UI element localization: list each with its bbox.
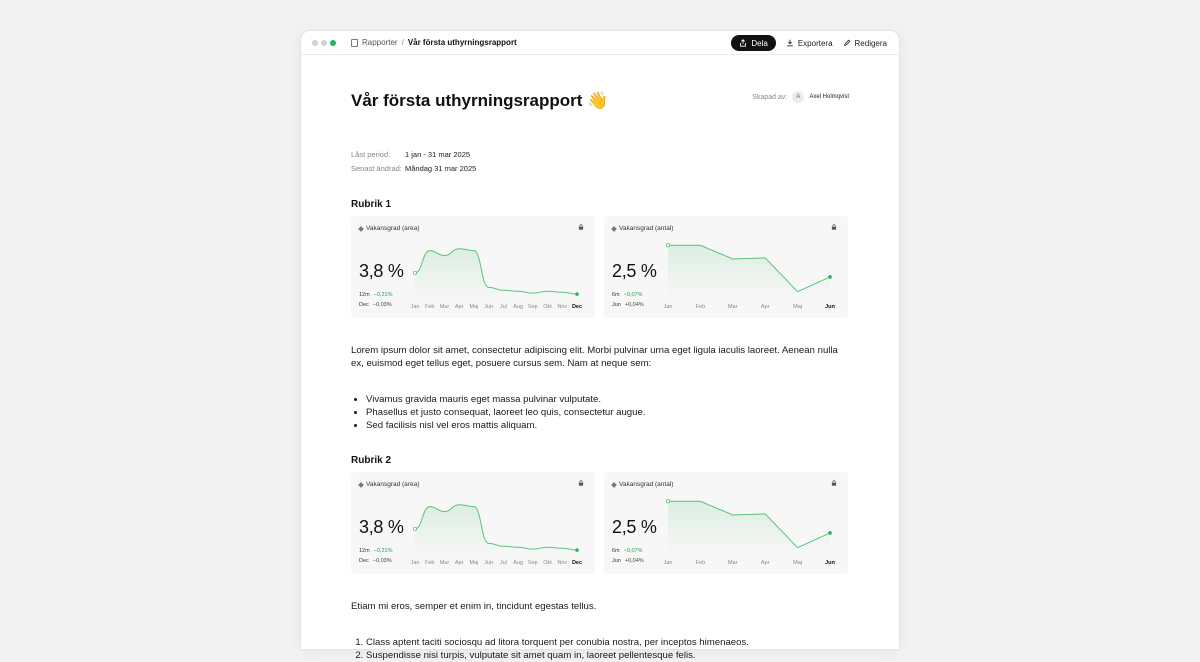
breadcrumb-separator: /	[401, 38, 404, 47]
download-icon	[786, 39, 794, 47]
card-title-text: Vakansgrad (area)	[366, 225, 420, 232]
kpi-delta: −0,21%	[373, 548, 393, 554]
kpi-value: 2,5 %	[612, 261, 657, 281]
x-tick-label: Jun	[825, 560, 835, 566]
bullet-list	[366, 393, 645, 432]
x-tick-label: Jan	[663, 304, 673, 310]
breadcrumb	[351, 38, 517, 47]
breadcrumb-root[interactable]: Rapporter	[362, 38, 398, 47]
diamond-icon	[358, 226, 364, 232]
edit-button[interactable]	[843, 35, 887, 51]
card-title	[612, 225, 673, 232]
kpi-change-short	[612, 292, 642, 298]
lock-icon	[831, 224, 837, 230]
paragraph: Etiam mi eros, semper et enim in, tincidunt egestas tellus.	[351, 601, 597, 612]
kpi-value: 3,8 %	[359, 261, 404, 281]
chart-card-area[interactable]	[351, 216, 595, 318]
numbered-list	[366, 636, 749, 662]
page-title: Vår första uthyrningsrapport 👋	[351, 91, 609, 110]
x-tick-label: Maj	[793, 304, 803, 310]
meta-row-modified	[351, 164, 476, 173]
x-tick-label: Dec	[571, 560, 583, 566]
x-tick-label: Mar	[728, 304, 738, 310]
meta-value: 1 jan - 31 mar 2025	[405, 150, 471, 159]
paragraph: Lorem ipsum dolor sit amet, consectetur adipiscing elit. Morbi pulvinar urna eget ligula iaculis laoreet. Aenean nulla ex, euismod eget tellus eget, posuere cursus sem. Nam at neque sem:	[351, 345, 838, 369]
kpi-change-short	[359, 548, 393, 554]
lock-icon	[578, 480, 584, 486]
chart-area-fill	[668, 245, 830, 298]
list-item: 2. Suspendisse nisi turpis, vulputate sit amet quam in, laoreet pellentesque felis.	[366, 649, 749, 662]
card-title-text: Vakansgrad (antal)	[619, 481, 674, 488]
chart-end-point	[828, 531, 832, 535]
export-label: Exportera	[797, 38, 833, 48]
x-tick-label: Jan	[410, 560, 420, 566]
pencil-icon	[843, 39, 851, 47]
x-tick-label: Jun	[484, 304, 494, 310]
window-dot-active[interactable]	[330, 40, 336, 46]
list-item: • Phasellus et justo consequat, laoreet leo quis, consectetur augue.	[366, 406, 645, 419]
area-chart	[664, 232, 844, 312]
x-tick-label: Nov	[557, 304, 568, 310]
x-tick-label: Apr	[454, 560, 464, 566]
chart-start-point	[413, 527, 416, 530]
x-tick-label: Feb	[424, 560, 435, 566]
chart-end-point	[828, 275, 832, 279]
area-chart	[664, 488, 844, 568]
kpi-period: 6m	[612, 548, 620, 554]
x-tick-label: Maj	[469, 560, 479, 566]
x-tick-label: Maj	[469, 304, 479, 310]
area-chart	[411, 232, 591, 312]
created-by	[752, 91, 849, 103]
meta-label: Låst period:	[351, 150, 391, 159]
window-dot[interactable]	[312, 40, 318, 46]
kpi-value: 3,8 %	[359, 517, 404, 537]
kpi-period: 6m	[612, 292, 620, 298]
created-by-name: Axel Holmqvist	[809, 94, 849, 100]
toolbar-actions	[731, 35, 887, 51]
x-tick-label: Aug	[513, 560, 523, 566]
chart-end-point	[575, 548, 579, 552]
edit-label: Redigera	[854, 38, 887, 48]
meta-value: Måndag 31 mar 2025	[405, 164, 477, 173]
kpi-delta: −0,07%	[623, 292, 643, 298]
chart-start-point	[666, 500, 669, 503]
list-item: 1. Class aptent taciti sociosqu ad litora torquent per conubia nostra, per inceptos himenaeos.	[366, 636, 749, 649]
card-title-text: Vakansgrad (antal)	[619, 225, 674, 232]
export-button[interactable]	[786, 35, 833, 51]
x-tick-label: Mar	[439, 560, 450, 566]
kpi-change-long	[612, 558, 644, 564]
kpi-delta: −0,03%	[372, 558, 392, 564]
x-tick-label: Feb	[695, 304, 706, 310]
x-tick-label: Mar	[439, 304, 450, 310]
avatar: A	[792, 91, 804, 103]
chart-start-point	[666, 244, 669, 247]
x-tick-label: Okt	[543, 304, 552, 310]
kpi-period: Dec	[359, 302, 369, 308]
diamond-icon	[611, 226, 617, 232]
card-title	[359, 481, 419, 488]
chart-area-fill	[415, 249, 577, 298]
kpi-change-long	[359, 302, 392, 308]
x-tick-label: Maj	[793, 560, 803, 566]
x-tick-label: Jan	[410, 304, 420, 310]
share-label: Dela	[751, 38, 768, 48]
meta-row-period	[351, 150, 470, 159]
kpi-change-long	[359, 558, 392, 564]
x-tick-label: Jun	[484, 560, 494, 566]
kpi-delta: −0,07%	[623, 548, 643, 554]
window-dot[interactable]	[321, 40, 327, 46]
kpi-delta: +0,04%	[624, 558, 644, 564]
area-chart	[411, 488, 591, 568]
x-tick-label: Jul	[499, 304, 507, 310]
x-tick-label: Okt	[543, 560, 552, 566]
x-tick-label: Jul	[499, 560, 507, 566]
chart-card-count[interactable]	[604, 216, 848, 318]
top-toolbar	[301, 31, 901, 55]
created-by-label: Skapad av:	[752, 93, 788, 101]
x-tick-label: Apr	[760, 560, 770, 566]
card-title	[359, 225, 419, 232]
kpi-delta: +0,04%	[624, 302, 644, 308]
x-tick-label: Feb	[695, 560, 706, 566]
report-window	[300, 30, 900, 661]
document-icon	[351, 39, 358, 47]
x-tick-label: Apr	[760, 304, 770, 310]
x-tick-label: Feb	[424, 304, 435, 310]
kpi-value: 2,5 %	[612, 517, 657, 537]
x-tick-label: Jan	[663, 560, 673, 566]
window-controls	[312, 40, 336, 46]
kpi-period: Jun	[612, 302, 621, 308]
kpi-period: Dec	[359, 558, 369, 564]
list-item: • Sed facilisis nisl vel eros mattis aliquam.	[366, 419, 645, 432]
section-heading: Rubrik 2	[351, 455, 392, 466]
list-item: • Vivamus gravida mauris eget massa pulvinar vulputate.	[366, 393, 645, 406]
lock-icon	[578, 224, 584, 230]
chart-card-area[interactable]	[351, 472, 595, 574]
chart-area-fill	[668, 501, 830, 554]
kpi-change-short	[612, 548, 642, 554]
lock-icon	[831, 480, 837, 486]
kpi-change-short	[359, 292, 393, 298]
kpi-period: 12m	[359, 292, 370, 298]
meta-label: Senast ändrad:	[351, 164, 402, 173]
kpi-delta: −0,21%	[373, 292, 393, 298]
x-tick-label: Sep	[527, 560, 538, 566]
card-title	[612, 481, 673, 488]
x-tick-label: Apr	[454, 304, 464, 310]
x-tick-label: Dec	[571, 304, 583, 310]
x-tick-label: Jun	[825, 304, 835, 310]
section-heading: Rubrik 1	[351, 199, 392, 210]
kpi-delta: −0,03%	[372, 302, 392, 308]
kpi-period: 12m	[359, 548, 370, 554]
x-tick-label: Aug	[513, 304, 523, 310]
chart-start-point	[413, 271, 416, 274]
diamond-icon	[611, 482, 617, 488]
share-icon	[739, 39, 747, 47]
share-button[interactable]	[731, 35, 775, 51]
chart-area-fill	[415, 505, 577, 554]
kpi-period: Jun	[612, 558, 621, 564]
kpi-change-long	[612, 302, 644, 308]
chart-card-count[interactable]	[604, 472, 848, 574]
x-tick-label: Sep	[527, 304, 538, 310]
card-title-text: Vakansgrad (area)	[366, 481, 420, 488]
breadcrumb-current: Vår första uthyrningsrapport	[407, 38, 517, 47]
x-tick-label: Mar	[728, 560, 738, 566]
chart-end-point	[575, 292, 579, 296]
diamond-icon	[358, 482, 364, 488]
x-tick-label: Nov	[557, 560, 568, 566]
